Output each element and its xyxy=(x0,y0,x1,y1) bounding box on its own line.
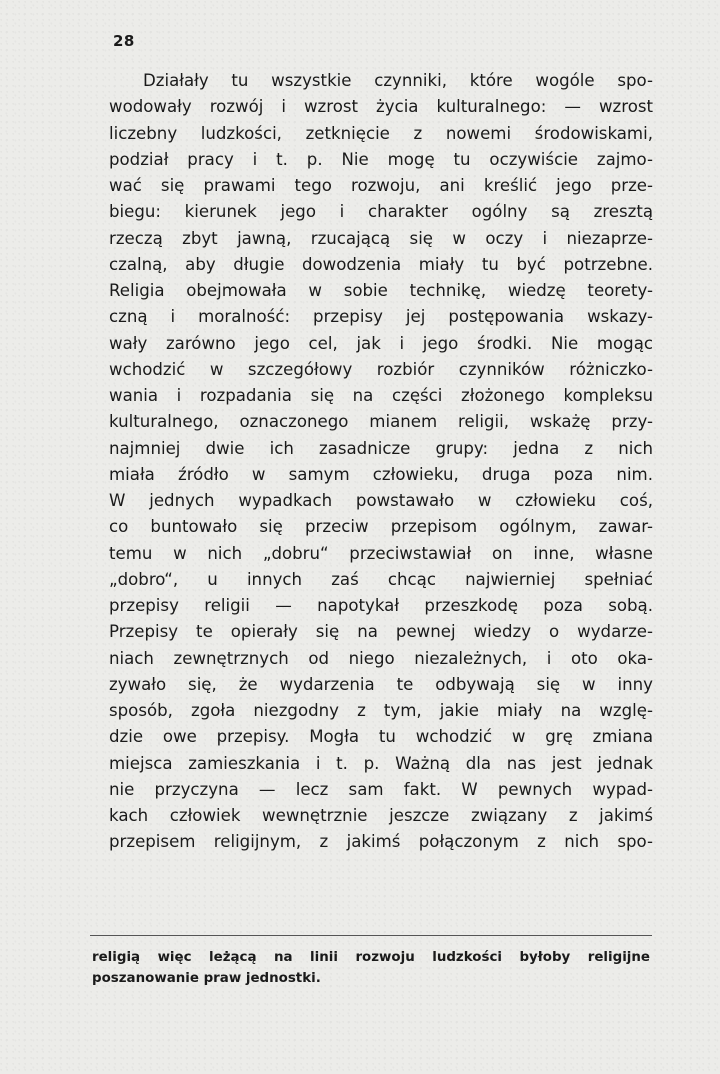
text-line: wać się prawami tego rozwoju, ani kreślić jego prze- xyxy=(109,176,653,195)
text-line: Przepisy te opierały się na pewnej wiedzy o wydarze- xyxy=(109,622,653,642)
text-line: przepisem religijnym, z jakimś połączonym z nich spo- xyxy=(109,832,653,852)
text-line: zywało się, że wydarzenia te odbywają się w inny xyxy=(109,674,653,694)
text-line: niach zewnętrznych od niego niezależnych, i oto oka- xyxy=(109,648,653,668)
footnote-line: poszanowanie praw jednostki. xyxy=(92,971,321,986)
text-line: co buntowało się przeciw przepisom ogólnym, zawar- xyxy=(109,517,653,537)
text-line: „dobro“, u innych zaś chcąc najwierniej spełniać xyxy=(109,569,653,589)
footnote-line: religią więc leżącą na linii rozwoju ludzkości byłoby religijne xyxy=(92,950,650,965)
text-line: temu w nich „dobru“ przeciwstawiał on inne, własne xyxy=(109,543,653,563)
text-line: W jednych wypadkach powstawało w człowieku coś, xyxy=(109,491,653,510)
text-line: nie przyczyna — lecz sam fakt. W pewnych wypad- xyxy=(109,779,653,799)
footnote xyxy=(92,947,650,989)
text-line: przepisy religii — napotykał przeszkodę poza sobą. xyxy=(109,596,653,615)
body-text xyxy=(109,68,653,856)
text-line: wodowały rozwój i wzrost życia kulturalnego: — wzrost xyxy=(109,97,653,117)
text-line: kach człowiek wewnętrznie jeszcze związany z jakimś xyxy=(109,806,653,825)
text-line: biegu: kierunek jego i charakter ogólny są zresztą xyxy=(109,202,653,222)
text-line: czną i moralność: przepisy jej postępowania wskazy- xyxy=(109,307,653,327)
text-line: liczebny ludzkości, zetknięcie z nowemi środowiskami, xyxy=(109,123,653,143)
text-line: czalną, aby długie dowodzenia miały tu być potrzebne. xyxy=(109,254,653,274)
text-line: rzeczą zbyt jawną, rzucającą się w oczy i niezaprze- xyxy=(109,228,653,248)
text-line: miejsca zamieszkania i t. p. Ważną dla nas jest jednak xyxy=(109,753,653,773)
text-line: Działały tu wszystkie czynniki, które wogóle spo- xyxy=(143,71,653,90)
text-line: miała źródło w samym człowieku, druga poza nim. xyxy=(109,464,653,484)
text-line: sposób, zgoła niezgodny z tym, jakie miały na wzglę- xyxy=(109,701,653,720)
text-line: Religia obejmowała w sobie technikę, wiedzę teorety- xyxy=(109,281,653,300)
text-line: wchodzić w szczegółowy rozbiór czynników różniczko- xyxy=(109,359,653,379)
text-line: kulturalnego, oznaczonego mianem religii, wskażę przy- xyxy=(109,412,653,432)
text-line: najmniej dwie ich zasadnicze grupy: jedna z nich xyxy=(109,438,653,458)
footnote-divider xyxy=(90,935,652,936)
text-line: dzie owe przepisy. Mogła tu wchodzić w grę zmiana xyxy=(109,727,653,747)
text-line: wały zarówno jego cel, jak i jego środki. Nie mogąc xyxy=(109,333,653,353)
text-line: wania i rozpadania się na części złożonego kompleksu xyxy=(109,386,653,405)
page-number: 28 xyxy=(113,32,135,50)
text-line: podział pracy i t. p. Nie mogę tu oczywiście zajmo- xyxy=(109,149,653,169)
